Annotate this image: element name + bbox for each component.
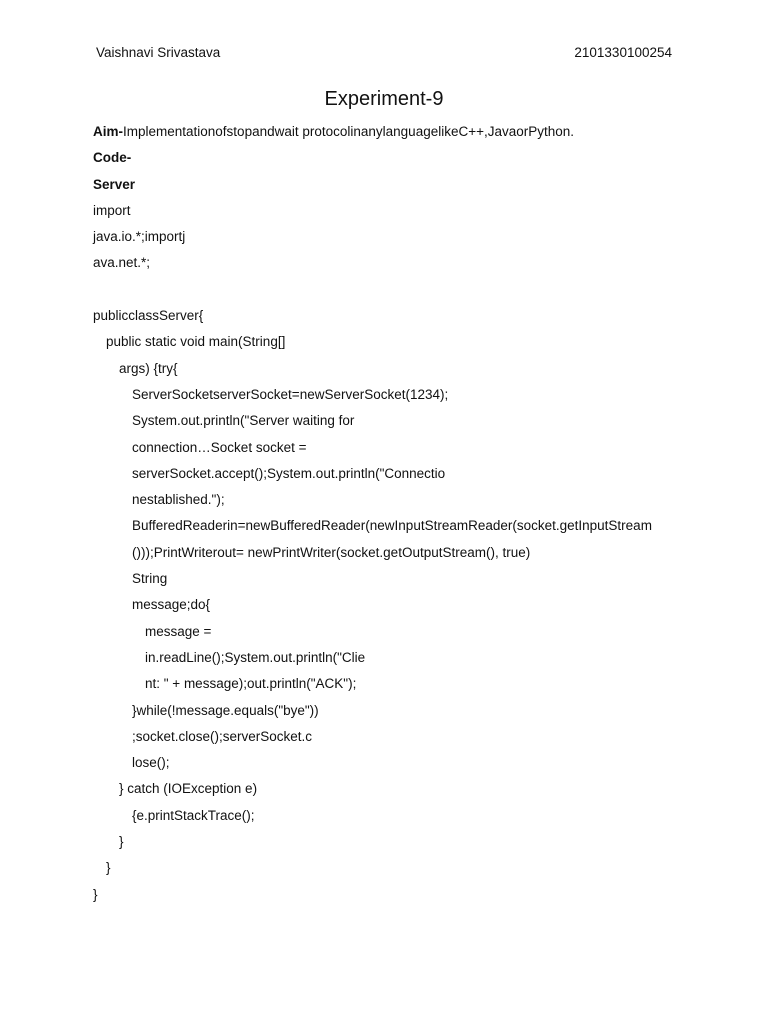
roll-number: 2101330100254 [574,45,672,60]
code-line: } catch (IOException e) [119,781,258,797]
code-block [93,198,693,908]
code-line: }while(!message.equals("bye")) [132,702,319,718]
code-line: ServerSocketserverSocket=newServerSocket(1234); [132,386,449,402]
aim-line [93,119,693,145]
code-line: serverSocket.accept();System.out.println("Connectio [132,465,446,481]
code-line: ava.net.*; [93,255,151,271]
page-title: Experiment-9 [324,88,444,110]
code-line: import [93,202,131,218]
code-line: connection…Socket socket = [132,439,307,455]
code-line: String [132,571,168,587]
page-header [96,43,672,63]
code-line: message = [145,623,212,639]
code-line: {e.printStackTrace(); [132,807,255,823]
code-line: ()));PrintWriterout= newPrintWriter(socket.getOutputStream(), true) [132,544,531,560]
author-name: Vaishnavi Srivastava [96,45,221,60]
code-line: java.io.*;importj [93,229,186,245]
code-line: message;do{ [132,597,211,613]
code-line: public static void main(String[] [106,334,286,350]
aim-label: Aim- [93,124,123,139]
code-line: System.out.println("Server waiting for [132,413,355,429]
code-heading: Code- [93,150,132,166]
document-body [93,119,693,908]
code-line: nestablished."); [132,492,225,508]
code-line: } [93,886,98,902]
code-line: lose(); [132,755,170,771]
server-heading: Server [93,176,136,192]
code-line: BufferedReaderin=newBufferedReader(newInputStreamReader(socket.getInputStream [132,518,652,534]
code-line: publicclassServer{ [93,308,204,324]
code-line [93,277,693,303]
code-line: in.readLine();System.out.println("Clie [145,649,366,665]
code-line: } [106,860,111,876]
code-line: } [119,834,124,850]
aim-text: Implementationofstopandwait protocolinanylanguagelikeC++,JavaorPython. [123,124,575,139]
code-line: ;socket.close();serverSocket.c [132,728,313,744]
code-line: nt: " + message);out.println("ACK"); [145,676,357,692]
code-line: args) {try{ [119,360,178,376]
